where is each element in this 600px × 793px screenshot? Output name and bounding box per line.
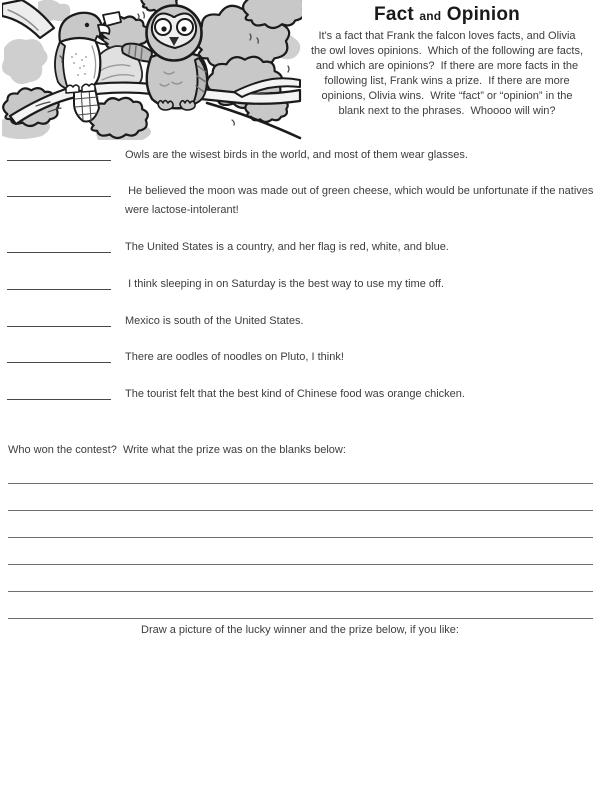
statement-text: The United States is a country, and her flag is red, white, and blue. [125,241,449,253]
answer-blank-line [7,385,111,400]
ruled-answer-line [8,510,593,511]
answer-blank-line [7,182,111,197]
falcon-eye [85,23,89,27]
instructions-line: the owl loves opinions. Which of the following are facts, [310,44,584,57]
statement-text: There are oodles of noodles on Pluto, I think! [125,351,344,363]
instructions-line: blank next to the phrases. Whoooo will win? [338,104,556,117]
falcon-owl-illustration [2,0,302,142]
title-connector: and [419,9,442,23]
answer-blank-line [7,275,111,290]
statement-row [7,182,596,219]
statement-text: He believed the moon was made out of green cheese, which would be unfortunate if the natives were lactose-intolerant! [125,185,597,216]
statement-row [7,238,596,257]
statement-text: Mexico is south of the United States. [125,315,304,327]
page-title [298,4,596,26]
title-word-opinion: Opinion [446,4,520,25]
statement-text: Owls are the wisest birds in the world, and most of them wear glasses. [125,149,468,161]
answer-blank-line [7,146,111,161]
ruled-answer-line [8,591,593,592]
statement-row [7,385,596,404]
draw-prompt: Draw a picture of the lucky winner and the prize below, if you like: [141,624,459,636]
falcon-beak [98,25,110,34]
statement-row [7,312,596,331]
contest-question: Who won the contest? Write what the prize was on the blanks below: [8,444,346,456]
ruled-answer-line [8,483,593,484]
statement-text: The tourist felt that the best kind of Chinese food was orange chicken. [125,388,465,400]
answer-blank-line [7,348,111,363]
ruled-answer-line [8,564,593,565]
statement-row [7,146,596,165]
statement-row [7,275,596,294]
falcon-owl-drawing [2,0,302,142]
ruled-answer-line [8,537,593,538]
answer-blank-line [7,312,111,327]
instructions-paragraph [297,29,597,118]
instructions-line: following list, Frank wins a prize. If there are more [324,74,570,87]
title-word-fact: Fact [374,4,414,25]
statement-row [7,348,596,367]
instructions-line: and which are opinions? If there are more facts in the [315,59,579,72]
drawing-area [8,645,592,787]
instructions-line: opinions, Olivia wins. Write “fact” or “opinion” in the [321,89,573,102]
answer-blank-line [7,238,111,253]
instructions-line: It's a fact that Frank the falcon loves facts, and Olivia [318,30,576,42]
ruled-answer-line [8,618,593,619]
statement-text: I think sleeping in on Saturday is the best way to use my time off. [125,278,444,290]
